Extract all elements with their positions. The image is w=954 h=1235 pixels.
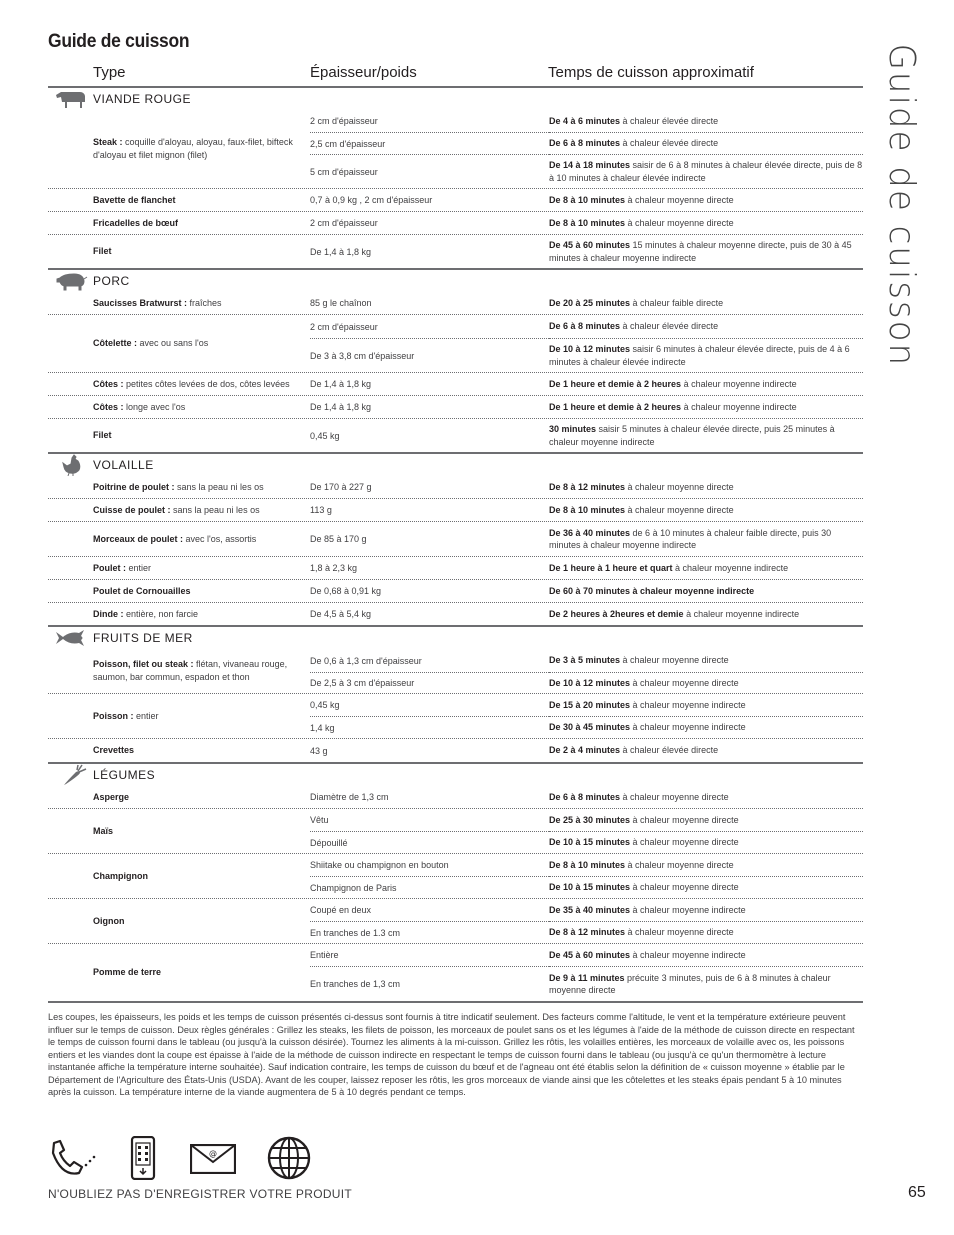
category-header bbox=[48, 88, 863, 110]
phone-icon[interactable] bbox=[48, 1139, 100, 1179]
food-detail: flétan, vivaneau rouge, saumon, bar commun, espadon et thon bbox=[93, 659, 288, 682]
food-detail: avec l'os, assortis bbox=[183, 533, 257, 544]
table-row-group bbox=[48, 693, 863, 738]
food-name: Côtes : bbox=[93, 378, 124, 389]
cooking-time-text bbox=[549, 859, 734, 872]
cooking-time-text bbox=[549, 297, 723, 310]
cooking-time-cell bbox=[549, 110, 863, 132]
cooking-time-cell bbox=[549, 235, 863, 268]
cooking-time-cell bbox=[549, 292, 863, 314]
food-detail: longe avec l'os bbox=[123, 401, 186, 412]
cooking-time-duration: De 1 heure à 1 heure et quart bbox=[549, 562, 673, 573]
thickness-cell: 0,7 à 0,9 kg , 2 cm d'épaisseur bbox=[310, 195, 433, 205]
cooking-time-method: à chaleur moyenne directe bbox=[625, 927, 734, 938]
cooking-time-method: 15 minutes à chaleur moyenne directe, puis de 30 à 45 minutes à chaleur moyenne indirecte bbox=[549, 240, 852, 263]
svg-text:@: @ bbox=[209, 1149, 217, 1158]
food-type bbox=[93, 136, 310, 162]
thickness-cell: De 4,5 à 5,4 kg bbox=[310, 609, 372, 619]
food-detail: entière, non farcie bbox=[123, 608, 199, 619]
food-type bbox=[93, 562, 310, 575]
table-row-group bbox=[48, 579, 863, 602]
table-row-group bbox=[48, 602, 863, 625]
section-viande-rouge bbox=[48, 88, 863, 270]
category-label: VOLAILLE bbox=[93, 458, 154, 472]
cooking-time-method: à chaleur élevée directe bbox=[620, 745, 719, 756]
category-header bbox=[48, 627, 863, 649]
cooking-time-cell bbox=[549, 739, 863, 762]
table-row-group bbox=[48, 292, 863, 314]
cooking-time-text bbox=[549, 343, 863, 368]
cooking-time-text bbox=[549, 504, 734, 517]
section-porc bbox=[48, 270, 863, 454]
cooking-time-method: à chaleur moyenne directe bbox=[630, 837, 739, 848]
thickness-cell: De 1,4 à 1,8 kg bbox=[310, 379, 372, 389]
table-row-group bbox=[48, 476, 863, 498]
cooking-time-cell bbox=[549, 476, 863, 498]
thickness-cell: En tranches de 1.3 cm bbox=[310, 921, 549, 943]
food-name: Dinde : bbox=[93, 608, 124, 619]
food-name: Poitrine de poulet : bbox=[93, 481, 175, 492]
cooking-time-cell bbox=[549, 132, 863, 154]
cooking-time-duration: De 45 à 60 minutes bbox=[549, 949, 631, 960]
cooking-time-text bbox=[549, 401, 797, 414]
category-label: FRUITS DE MER bbox=[93, 631, 193, 645]
cooking-time-cell bbox=[549, 338, 863, 372]
food-type bbox=[93, 791, 310, 804]
table-row-group bbox=[48, 234, 863, 268]
cooking-time-method: à chaleur moyenne directe bbox=[625, 481, 734, 492]
cooking-time-cell bbox=[549, 557, 863, 579]
cooking-time-duration: De 6 à 8 minutes bbox=[549, 138, 621, 149]
cooking-time-method: à chaleur moyenne directe bbox=[625, 859, 734, 870]
cooking-time-duration: De 4 à 6 minutes bbox=[549, 115, 621, 126]
cooking-time-method: à chaleur élevée directe bbox=[620, 138, 719, 149]
table-row-group bbox=[48, 418, 863, 452]
cooking-time-cell bbox=[549, 315, 863, 338]
thickness-cell: 113 g bbox=[310, 505, 332, 515]
cooking-time-cell bbox=[549, 396, 863, 418]
thickness-cell: 2 cm d'épaisseur bbox=[310, 116, 378, 126]
cooking-time-method: de 6 à 10 minutes à chaleur faible directe, puis 30 minutes à chaleur moyenne indirecte bbox=[549, 527, 832, 550]
thickness-cell: En tranches de 1,3 cm bbox=[310, 966, 549, 1001]
food-name: Côtes : bbox=[93, 401, 124, 412]
food-type bbox=[93, 825, 310, 838]
cooking-time-duration: De 6 à 8 minutes bbox=[549, 321, 621, 332]
cooking-time-text bbox=[549, 585, 754, 598]
cooking-time-method: à chaleur élevée directe bbox=[620, 115, 719, 126]
cooking-time-cell bbox=[549, 921, 863, 943]
thickness-cell: Shiitake ou champignon en bouton bbox=[310, 860, 449, 870]
food-type bbox=[93, 337, 310, 350]
food-name: Filet bbox=[93, 430, 112, 440]
cooking-time-duration: De 8 à 12 minutes bbox=[549, 481, 626, 492]
food-name: Asperge bbox=[93, 791, 130, 802]
thickness-cell: De 2,5 à 3 cm d'épaisseur bbox=[310, 672, 549, 693]
cooking-time-duration: De 10 à 15 minutes bbox=[549, 882, 631, 893]
cooking-time-cell bbox=[549, 809, 863, 831]
food-type bbox=[93, 297, 310, 310]
cooking-time-cell bbox=[549, 876, 863, 898]
category-header bbox=[48, 270, 863, 292]
table-row-group bbox=[48, 738, 863, 762]
page-title: Guide de cuisson bbox=[48, 31, 190, 52]
cooking-time-text bbox=[549, 881, 739, 894]
cooking-time-method: à chaleur moyenne directe bbox=[620, 791, 729, 802]
cooking-time-duration: De 8 à 10 minutes bbox=[549, 504, 626, 515]
column-header-time: Temps de cuisson approximatif bbox=[548, 64, 754, 81]
table-row-group bbox=[48, 188, 863, 211]
table-row-group bbox=[48, 314, 863, 372]
thickness-cell: Vêtu bbox=[310, 815, 329, 825]
thickness-cell: Champignon de Paris bbox=[310, 876, 549, 898]
food-detail: entier bbox=[133, 710, 159, 721]
food-name: Fricadelles de bœuf bbox=[93, 217, 179, 228]
cooking-time-method: à chaleur moyenne directe bbox=[625, 194, 734, 205]
cooking-time-cell bbox=[549, 966, 863, 1001]
cooking-time-text bbox=[549, 423, 863, 448]
cooking-time-cell bbox=[549, 672, 863, 693]
food-type bbox=[93, 585, 310, 598]
category-label: LÉGUMES bbox=[93, 768, 156, 782]
thickness-cell: 2 cm d'épaisseur bbox=[310, 321, 378, 332]
cooking-time-method: à chaleur moyenne directe bbox=[630, 882, 739, 893]
table-row-group bbox=[48, 372, 863, 395]
food-name: Poisson, filet ou steak : bbox=[93, 659, 194, 669]
food-name: Poisson : bbox=[93, 710, 134, 721]
thickness-cell: De 1,4 à 1,8 kg bbox=[310, 246, 372, 257]
cooking-time-text bbox=[549, 904, 746, 917]
section-volaille bbox=[48, 454, 863, 627]
register-reminder: N'OUBLIEZ PAS D'ENREGISTRER VOTRE PRODUIT bbox=[48, 1187, 353, 1201]
chicken-icon bbox=[54, 454, 88, 476]
cooking-time-cell bbox=[549, 154, 863, 188]
thickness-cell: De 0,6 à 1,3 cm d'épaisseur bbox=[310, 655, 422, 666]
section-légumes bbox=[48, 764, 863, 1003]
thickness-cell: Dépouillé bbox=[310, 831, 549, 853]
cooking-time-duration: De 1 heure et demie à 2 heures bbox=[549, 378, 682, 389]
table-row-group bbox=[48, 786, 863, 808]
cooking-time-text bbox=[549, 481, 734, 494]
cooking-time-method: à chaleur moyenne directe bbox=[630, 814, 739, 825]
food-type bbox=[93, 504, 310, 517]
cooking-time-text bbox=[549, 654, 729, 667]
cooking-time-text bbox=[549, 320, 718, 333]
cooking-time-duration: De 3 à 5 minutes bbox=[549, 655, 621, 666]
column-headers bbox=[48, 62, 863, 88]
thickness-cell: 2 cm d'épaisseur bbox=[310, 218, 378, 228]
cooking-time-text bbox=[549, 791, 729, 804]
food-detail: fraîches bbox=[187, 297, 222, 308]
side-title: Guide de cuisson bbox=[881, 43, 922, 368]
table-row-group bbox=[48, 395, 863, 418]
cooking-time-method: à chaleur moyenne indirecte bbox=[681, 378, 797, 389]
food-detail: petites côtes levées de dos, côtes levées bbox=[123, 378, 290, 389]
table-row-group bbox=[48, 853, 863, 898]
table-row-group bbox=[48, 211, 863, 234]
cooking-time-cell bbox=[549, 212, 863, 234]
cooking-time-duration: De 14 à 18 minutes bbox=[549, 160, 631, 170]
email-icon[interactable] bbox=[190, 1144, 236, 1174]
thickness-cell: Coupé en deux bbox=[310, 905, 372, 915]
cooking-time-text bbox=[549, 721, 746, 734]
cooking-time-duration: De 36 à 40 minutes bbox=[549, 527, 631, 538]
cooking-time-method: à chaleur moyenne indirecte bbox=[630, 949, 746, 960]
cooking-time-text bbox=[549, 562, 788, 575]
food-name: Steak : bbox=[93, 137, 123, 147]
cooking-time-text bbox=[549, 744, 718, 757]
food-type bbox=[93, 870, 310, 883]
table-row-group bbox=[48, 110, 863, 188]
thickness-cell: De 3 à 3,8 cm d'épaisseur bbox=[310, 338, 549, 372]
cooking-time-method: à chaleur moyenne directe bbox=[625, 217, 734, 228]
cooking-time-duration: De 2 heures à 2heures et demie bbox=[549, 608, 684, 619]
cooking-time-method: à chaleur moyenne indirecte bbox=[630, 722, 746, 733]
cooking-time-text bbox=[549, 217, 734, 230]
cooking-time-duration: De 1 heure et demie à 2 heures bbox=[549, 401, 682, 412]
cooking-time-method: à chaleur moyenne indirecte bbox=[683, 608, 800, 619]
cooking-time-duration: De 30 à 45 minutes bbox=[549, 722, 631, 733]
food-name: Filet bbox=[93, 246, 112, 256]
table-row-group bbox=[48, 521, 863, 556]
food-name: Poulet de Cornouailles bbox=[93, 585, 191, 596]
food-type bbox=[93, 658, 310, 684]
category-label: PORC bbox=[93, 274, 130, 288]
food-detail: entier bbox=[126, 562, 152, 573]
cooking-time-duration: De 25 à 30 minutes bbox=[549, 814, 631, 825]
cooking-time-duration: De 10 à 12 minutes bbox=[549, 344, 631, 354]
thickness-cell: 1,8 à 2,3 kg bbox=[310, 563, 358, 573]
food-name: Morceaux de poulet : bbox=[93, 533, 184, 544]
cooking-time-duration: De 8 à 10 minutes bbox=[549, 194, 626, 205]
cooking-time-duration: De 10 à 12 minutes bbox=[549, 677, 631, 688]
food-detail: coquille d'aloyau, aloyau, faux-filet, bifteck d'aloyau et filet mignon (filet) bbox=[93, 137, 293, 160]
food-detail: sans la peau ni les os bbox=[170, 504, 260, 515]
thickness-cell: 1,4 kg bbox=[310, 716, 549, 738]
cooking-time-duration: De 8 à 10 minutes bbox=[549, 859, 626, 870]
cooking-time-method: à chaleur moyenne indirecte bbox=[681, 401, 797, 412]
thickness-cell: 43 g bbox=[310, 745, 328, 756]
cooking-time-text bbox=[549, 836, 739, 849]
food-type bbox=[93, 915, 310, 928]
table-row-group bbox=[48, 649, 863, 693]
food-name: Champignon bbox=[93, 870, 148, 881]
food-name: Cuisse de poulet : bbox=[93, 504, 171, 515]
page-number: 65 bbox=[908, 1184, 926, 1201]
food-name: Crevettes bbox=[93, 745, 135, 755]
cooking-time-cell bbox=[549, 716, 863, 738]
cooking-time-method: saisir de 6 à 8 minutes à chaleur élevée directe, puis de 8 à 10 minutes à chaleur élevée indirecte bbox=[549, 160, 863, 183]
cooking-time-text bbox=[549, 926, 734, 939]
thickness-cell: 5 cm d'épaisseur bbox=[310, 154, 549, 188]
section-fruits-de-mer bbox=[48, 627, 863, 764]
thickness-cell: 0,45 kg bbox=[310, 430, 340, 441]
cooking-time-cell bbox=[549, 499, 863, 521]
cooking-time-cell bbox=[549, 522, 863, 556]
table-row-group bbox=[48, 943, 863, 1001]
cooking-time-duration: De 15 à 20 minutes bbox=[549, 699, 631, 710]
cooking-time-duration: De 60 à 70 minutes à chaleur moyenne indirecte bbox=[549, 585, 755, 596]
food-type bbox=[93, 194, 310, 207]
cooking-time-text bbox=[549, 814, 739, 827]
thickness-cell: 0,45 kg bbox=[310, 700, 340, 710]
table-row-group bbox=[48, 556, 863, 579]
food-type bbox=[93, 378, 310, 391]
cooking-time-method: saisir 5 minutes à chaleur élevée directe, puis 25 minutes à chaleur moyenne indirecte bbox=[549, 424, 835, 447]
cooking-time-method: saisir 6 minutes à chaleur élevée directe, puis de 4 à 6 minutes à chaleur élevée indirecte bbox=[549, 344, 850, 367]
cooking-time-duration: De 8 à 12 minutes bbox=[549, 927, 626, 938]
category-header bbox=[48, 454, 863, 476]
cooking-time-duration: De 2 à 4 minutes bbox=[549, 745, 621, 756]
fish-icon bbox=[54, 627, 88, 649]
cooking-time-cell bbox=[549, 603, 863, 625]
cooking-time-cell bbox=[549, 854, 863, 876]
cooking-time-cell bbox=[549, 944, 863, 966]
food-type bbox=[93, 966, 310, 979]
cooking-time-cell bbox=[549, 786, 863, 808]
cooking-time-duration: 30 minutes bbox=[549, 424, 597, 434]
thickness-cell: De 85 à 170 g bbox=[310, 534, 367, 544]
cooking-time-method: à chaleur élevée directe bbox=[620, 321, 719, 332]
cooking-time-method: à chaleur moyenne indirecte bbox=[672, 562, 789, 573]
disclaimer: Les coupes, les épaisseurs, les poids et les temps de cuisson présentés ci-dessus sont fournis à titre indicatif seulement. Des facteurs comme l'altitude, le vent et la température extérieure peuvent influer sur le temps de cuisson. Deux règles générales : Grillez les steaks, les filets de poisson, les morceaux de poulet sans os et les légumes à l'aide de la méthode de cuisson directe en respectant le temps de cuisson fourni dans le tableau (ou jusqu'à la cuisson désirée). Tournez les aliments à la mi-cuisson. Grillez les rôtis, les volailles entières, les morceaux de volaille avec os, les poissons entiers et les viandes dont la coupe est épaisse à l'aide de la méthode de cuisson indirecte en respectant le temps de cuisson fourni dans le tableau (ou jusqu'à ce qu'un thermomètre à lecture instantanée affiche la température interne souhaitée). Sauf indication contraire, les temps de cuisson du bœuf et de l'agneau ont été établis selon la définition de « cuisson moyenne » établie par le Département de l'Agriculture des États-Unis (USDA). Avant de les couper, laissez reposer les rôtis, les gros morceaux de viande ainsi que les côtelettes et les steaks épais pendant 5 à 10 minutes après la cuisson. La température interne de la viande augmentera de 5 à 10 degrés pendant ce temps. bbox=[48, 1012, 855, 1097]
cooking-time-method: à chaleur moyenne directe bbox=[625, 504, 734, 515]
cooking-time-text bbox=[549, 194, 734, 207]
cooking-time-duration: De 35 à 40 minutes bbox=[549, 904, 631, 915]
cooking-time-duration: De 6 à 8 minutes bbox=[549, 791, 621, 802]
category-label: VIANDE ROUGE bbox=[93, 92, 192, 106]
food-type bbox=[93, 710, 310, 723]
cooking-time-duration: De 45 à 60 minutes bbox=[549, 240, 631, 250]
cooking-time-cell bbox=[549, 419, 863, 452]
food-detail: sans la peau ni les os bbox=[174, 481, 264, 492]
thickness-cell: 85 g le chaînon bbox=[310, 298, 372, 308]
cooking-time-duration: De 8 à 10 minutes bbox=[549, 217, 626, 228]
cooking-time-cell bbox=[549, 373, 863, 395]
food-name: Oignon bbox=[93, 915, 125, 926]
thickness-cell: 2,5 cm d'épaisseur bbox=[310, 132, 549, 154]
food-type bbox=[93, 608, 310, 621]
food-name: Maïs bbox=[93, 825, 114, 836]
cooking-time-cell bbox=[549, 694, 863, 716]
thickness-cell: Entière bbox=[310, 950, 339, 960]
cooking-time-cell bbox=[549, 899, 863, 921]
cooking-time-text bbox=[549, 159, 863, 184]
thickness-cell: De 170 à 227 g bbox=[310, 482, 372, 492]
food-detail: avec ou sans l'os bbox=[137, 338, 209, 348]
carrot-icon bbox=[54, 764, 88, 786]
cooking-time-cell bbox=[549, 649, 863, 672]
thickness-cell: De 1,4 à 1,8 kg bbox=[310, 402, 372, 412]
cooking-time-method: à chaleur moyenne directe bbox=[620, 655, 729, 666]
table-row-group bbox=[48, 808, 863, 853]
food-type bbox=[93, 481, 310, 494]
food-type bbox=[93, 217, 310, 230]
cooking-time-method: à chaleur moyenne indirecte bbox=[630, 904, 746, 915]
cooking-time-text bbox=[549, 949, 746, 962]
food-name: Bavette de flanchet bbox=[93, 194, 176, 205]
food-type bbox=[93, 401, 310, 414]
cooking-time-duration: De 20 à 25 minutes bbox=[549, 297, 631, 308]
cooking-time-text bbox=[549, 677, 739, 690]
column-header-thickness: Épaisseur/poids bbox=[310, 64, 417, 81]
mobile-icon[interactable] bbox=[130, 1136, 156, 1180]
cooking-time-text bbox=[549, 378, 797, 391]
food-type bbox=[93, 429, 310, 442]
cooking-time-text bbox=[549, 137, 718, 150]
food-type bbox=[93, 533, 310, 546]
thickness-cell: Diamètre de 1,3 cm bbox=[310, 792, 389, 802]
cooking-time-duration: De 9 à 11 minutes bbox=[549, 972, 625, 983]
cooking-time-method: précuite 3 minutes, puis de 6 à 8 minutes à chaleur moyenne directe bbox=[549, 972, 831, 995]
cooking-time-text bbox=[549, 699, 746, 712]
food-type bbox=[93, 744, 310, 757]
table-row-group bbox=[48, 898, 863, 943]
pig-icon bbox=[54, 270, 88, 292]
cooking-time-method: à chaleur moyenne directe bbox=[630, 677, 739, 688]
cooking-time-text bbox=[549, 972, 863, 997]
food-name: Pomme de terre bbox=[93, 967, 162, 977]
thickness-cell: De 0,68 à 0,91 kg bbox=[310, 586, 382, 596]
table-row-group bbox=[48, 498, 863, 521]
cooking-time-method: à chaleur moyenne indirecte bbox=[630, 699, 746, 710]
food-name: Côtelette : bbox=[93, 338, 138, 348]
cow-icon bbox=[54, 88, 88, 110]
cooking-time-text bbox=[549, 608, 799, 621]
cooking-time-duration: De 10 à 15 minutes bbox=[549, 837, 631, 848]
food-name: Poulet : bbox=[93, 562, 126, 573]
cooking-time-text bbox=[549, 239, 863, 264]
cooking-table bbox=[48, 88, 863, 1003]
cooking-time-cell bbox=[549, 580, 863, 602]
food-type bbox=[93, 245, 310, 258]
cooking-time-text bbox=[549, 115, 718, 128]
globe-icon[interactable] bbox=[266, 1136, 312, 1180]
cooking-time-method: à chaleur faible directe bbox=[630, 297, 724, 308]
cooking-time-cell bbox=[549, 189, 863, 211]
column-header-type: Type bbox=[93, 64, 126, 81]
food-name: Saucisses Bratwurst : bbox=[93, 297, 188, 308]
cooking-time-text bbox=[549, 527, 863, 552]
category-header bbox=[48, 764, 863, 786]
cooking-time-cell bbox=[549, 831, 863, 853]
